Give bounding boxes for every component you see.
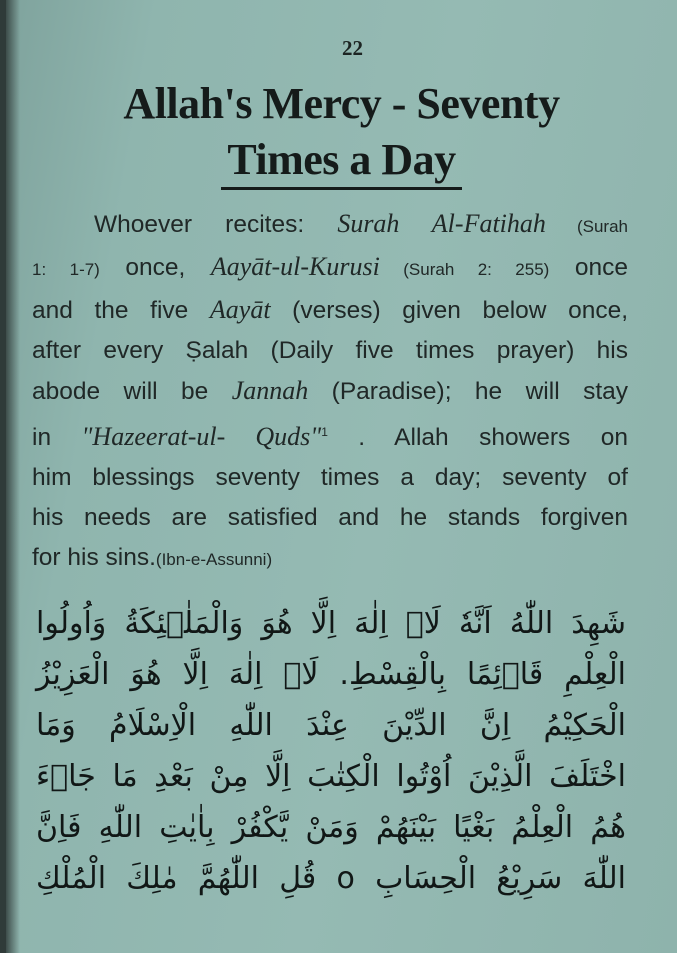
arabic-line: هُمُ الْعِلْمُ بَغْيًا بَيْنَهُمْ وَمَنْ يَّكْفُرْ بِاٰيٰتِ اللّٰهِ فَاِنَّ — [36, 810, 626, 845]
paragraph-line — [32, 290, 628, 331]
arabic-line: اخْتَلَفَ الَّذِيْنَ اُوْتُوا الْكِتٰبَ اِلَّا مِنْ بَعْدِ مَا جَاۤءَ — [36, 759, 626, 794]
reference-text: (Surah 2: 255) — [379, 260, 550, 279]
text-run: (Paradise); he will stay — [308, 378, 628, 405]
reference-text: (Surah — [545, 217, 628, 236]
arabic-line: شَهِدَ اللّٰهُ اَنَّهٗ لَاۤ اِلٰهَ اِلَّا هُوَ وَالْمَلٰۤئِكَةُ وَاُولُوا — [36, 606, 626, 641]
italic-term: Aayāt — [209, 295, 271, 324]
footnote-marker: 1 — [321, 425, 328, 439]
body-paragraph — [32, 204, 628, 580]
italic-term: "Hazeerat-ul- Quds" — [81, 422, 322, 452]
text-run: once — [549, 254, 628, 281]
arabic-line: الْعِلْمِ قَاۤئِمًا بِالْقِسْطِ. لَاۤ اِلٰهَ اِلَّا هُوَ الْعَزِيْزُ — [36, 657, 626, 692]
paragraph-line — [32, 412, 628, 458]
text-run: abode will be — [32, 378, 232, 405]
page-title-line-1: Allah's Mercy - Seventy — [123, 79, 560, 128]
italic-term: Aayāt-ul-Kurusi — [210, 252, 380, 281]
paragraph-line — [32, 371, 628, 412]
text-run: and the five — [32, 297, 210, 324]
page-title-underlined: Times a Day — [221, 134, 461, 190]
text-run: (verses) given below once, — [270, 297, 628, 324]
paragraph-line — [32, 204, 628, 247]
paragraph-line: his needs are satisfied and he stands forgiven — [32, 504, 628, 532]
arabic-line: الْحَكِيْمُ اِنَّ الدِّيْنَ عِنْدَ اللّٰهِ الْاِسْلَامُ وَمَا — [36, 708, 626, 743]
italic-term: Jannah — [231, 376, 309, 405]
arabic-verses — [36, 598, 626, 904]
text-run: once, — [99, 254, 211, 281]
arabic-line: اللّٰهَ سَرِيْعُ الْحِسَابِ o قُلِ اللّٰهُمَّ مٰلِكَ الْمُلْكِ — [36, 861, 626, 896]
text-run: Whoever recites: — [94, 211, 338, 238]
text-run: in — [32, 424, 82, 452]
text-run: . Allah showers on — [327, 424, 628, 452]
italic-term: Surah Al-Fatihah — [337, 209, 546, 238]
book-page — [6, 0, 677, 953]
paragraph-line: after every Ṣalah (Daily five times prayer) his — [32, 337, 628, 364]
paragraph-line — [32, 538, 628, 580]
paragraph-line: him blessings seventy times a day; seventy of — [32, 464, 628, 492]
reference-text: 1: 1-7) — [32, 260, 100, 279]
citation: (Ibn-e-Assunni) — [155, 550, 273, 570]
paragraph-line — [32, 247, 628, 290]
text-run: for his sins. — [32, 544, 156, 572]
page-number: 22 — [342, 36, 363, 60]
page-title-line-2 — [6, 134, 677, 190]
